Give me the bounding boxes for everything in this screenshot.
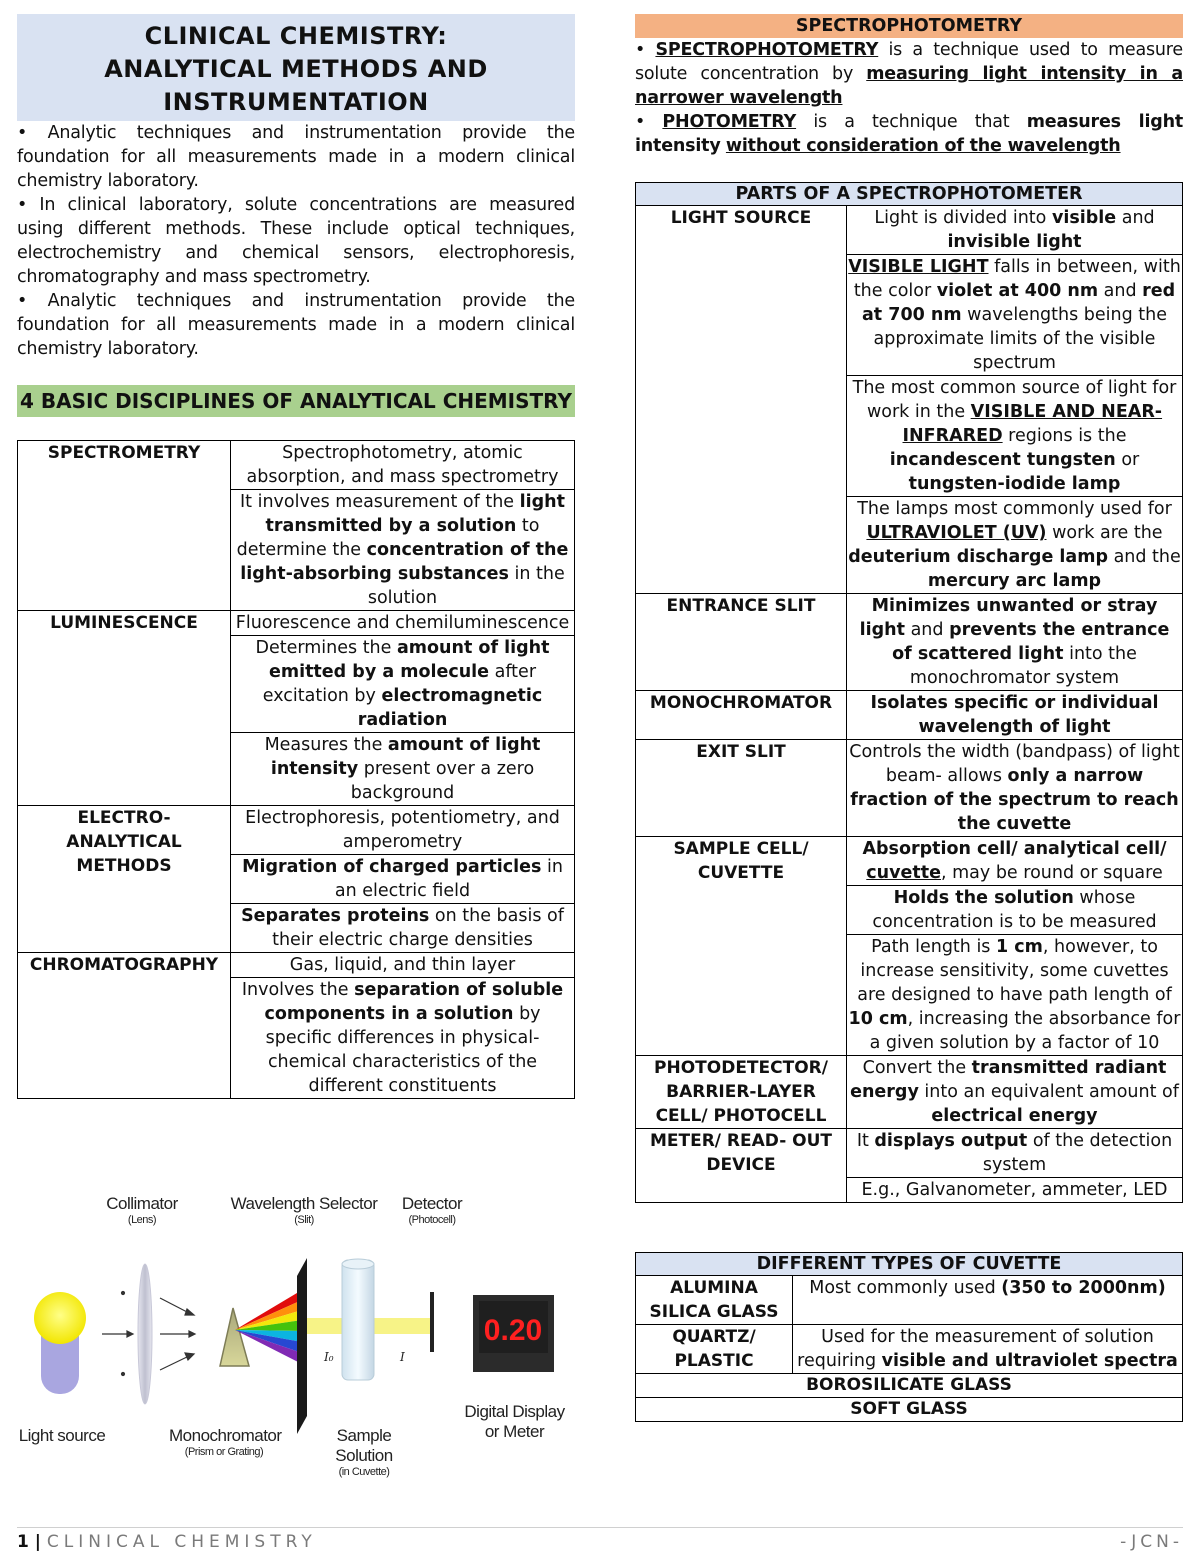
sample-cell-row-1: Absorption cell/ analytical cell/ cuvette, may be round or square <box>847 837 1183 886</box>
discipline-spectrometry: SPECTROMETRY <box>18 441 231 611</box>
wavelength-selector-label: Wavelength Selector (Slit) <box>230 1194 378 1226</box>
quartz-description: Used for the measurement of solution requiring visible and ultraviolet spectra <box>793 1325 1183 1374</box>
display-readout: 0.20 <box>483 1314 543 1347</box>
luminescence-description-2: Measures the amount of light intensity present over a zero background <box>231 733 575 806</box>
collimated-arrows <box>160 1298 195 1370</box>
spectrophotometer-diagram <box>17 1188 575 1498</box>
right-column <box>635 14 1183 1422</box>
wavelength-selector-slit <box>297 1258 307 1434</box>
chromatography-description: Involves the separation of soluble components in a solution by specific differences in physical-chemical characteristics of the different constituents <box>231 978 575 1099</box>
detector-plate <box>430 1292 434 1352</box>
disciplines-table <box>17 440 575 1099</box>
cuvette-table <box>635 1252 1183 1422</box>
discipline-chromatography: CHROMATOGRAPHY <box>18 953 231 1099</box>
parts-table <box>635 182 1183 1203</box>
part-sample-cell: SAMPLE CELL/ CUVETTE <box>636 837 847 1056</box>
light-source-row-1: Light is divided into visible and invisible light <box>847 206 1183 255</box>
collimator-lens <box>138 1264 152 1404</box>
footer-title: CLINICAL CHEMISTRY <box>46 1532 317 1552</box>
chromatography-examples: Gas, liquid, and thin layer <box>231 953 575 978</box>
alumina-description: Most commonly used (350 to 2000nm) <box>793 1276 1183 1325</box>
footer-separator: | <box>28 1532 47 1552</box>
part-light-source: LIGHT SOURCE <box>636 206 847 594</box>
part-meter: METER/ READ- OUT DEVICE <box>636 1129 847 1203</box>
spectrophotometry-heading: SPECTROPHOTOMETRY <box>635 14 1183 38</box>
title-line-2: ANALYTICAL METHODS AND <box>104 55 488 83</box>
cuvette-quartz: QUARTZ/ PLASTIC <box>636 1325 793 1374</box>
page-number: 1 <box>17 1532 29 1552</box>
luminescence-description-1: Determines the amount of light emitted by a molecule after excitation by electromagnetic radiation <box>231 636 575 733</box>
intro-paragraph-1: • Analytic techniques and instrumentation provide the foundation for all measurements made in a modern clinical chemistry laboratory. <box>17 123 575 191</box>
document-title <box>17 14 575 121</box>
sample-cuvette <box>342 1260 374 1380</box>
title-line-3: INSTRUMENTATION <box>163 88 429 116</box>
footer-author: -JCN- <box>1120 1532 1183 1552</box>
intro-paragraph-2: • In clinical laboratory, solute concentrations are measured using different methods. These include optical techniques, electrochemistry and chemical sensors, electrophoresis, chromatography and mass spectrometry. <box>17 195 575 287</box>
sample-cell-row-2: Holds the solution whose concentration is to be measured <box>847 886 1183 935</box>
discipline-electroanalytical: ELECTRO- ANALYTICAL METHODS <box>18 806 231 953</box>
cuvette-heading: DIFFERENT TYPES OF CUVETTE <box>636 1253 1183 1276</box>
light-source-bulb <box>34 1292 86 1344</box>
intro-paragraph-3: • Analytic techniques and instrumentation provide the foundation for all measurements made in a modern clinical chemistry laboratory. <box>17 291 575 359</box>
disciplines-heading: 4 BASIC DISCIPLINES OF ANALYTICAL CHEMISTRY <box>17 385 575 417</box>
display-label: Digital Display or Meter <box>464 1402 565 1441</box>
meter-row-2: E.g., Galvanometer, ammeter, LED <box>847 1178 1183 1203</box>
diagram-graphic <box>17 1188 575 1498</box>
left-column <box>17 14 575 1099</box>
light-source-label: Light source <box>18 1426 106 1445</box>
detector-label: Detector (Photocell) <box>401 1194 463 1226</box>
title-line-1: CLINICAL CHEMISTRY: <box>144 22 448 50</box>
cuvette-soft-glass: SOFT GLASS <box>636 1398 1183 1422</box>
discipline-luminescence: LUMINESCENCE <box>18 611 231 806</box>
incoming-arrows <box>102 1292 133 1376</box>
photometry-definition: • PHOTOMETRY is a technique that measures light intensity without consideration of the wavelength <box>635 112 1184 156</box>
part-exit-slit: EXIT SLIT <box>636 740 847 837</box>
electro-description-2: Separates proteins on the basis of their electric charge densities <box>231 904 575 953</box>
light-source-row-2: VISIBLE LIGHT falls in between, with the color violet at 400 nm and red at 700 nm wavelengths being the approximate limits of the visible spectrum <box>847 255 1183 376</box>
entrance-slit-description: Minimizes unwanted or stray light and prevents the entrance of scattered light into the monochromator system <box>847 594 1183 691</box>
cuvette-alumina: ALUMINA SILICA GLASS <box>636 1276 793 1325</box>
meter-row-1: It displays output of the detection system <box>847 1129 1183 1178</box>
electro-description-1: Migration of charged particles in an electric field <box>231 855 575 904</box>
sample-cell-row-3: Path length is 1 cm, however, to increase sensitivity, some cuvettes are designed to have path length of 10 cm, increasing the absorbance for a given solution by a factor of 10 <box>847 935 1183 1056</box>
page-footer <box>17 1527 1183 1552</box>
photodetector-description: Convert the transmitted radiant energy into an equivalent amount of electrical energy <box>847 1056 1183 1129</box>
part-entrance-slit: ENTRANCE SLIT <box>636 594 847 691</box>
exit-slit-description: Controls the width (bandpass) of light beam- allows only a narrow fraction of the spectrum to reach the cuvette <box>847 740 1183 837</box>
monochromator-label: Monochromator (Prism or Grating) <box>169 1426 282 1458</box>
i-label: I <box>400 1350 405 1364</box>
electro-examples: Electrophoresis, potentiometry, and amperometry <box>231 806 575 855</box>
spectrometry-examples: Spectrophotometry, atomic absorption, and mass spectrometry <box>231 441 575 490</box>
sample-label: Sample Solution (in Cuvette) <box>335 1426 393 1478</box>
spectrometry-description: It involves measurement of the light transmitted by a solution to determine the concentration of the light-absorbing substances in the solution <box>231 490 575 611</box>
cuvette-borosilicate: BOROSILICATE GLASS <box>636 1374 1183 1398</box>
luminescence-examples: Fluorescence and chemiluminescence <box>231 611 575 636</box>
light-source-row-3: The most common source of light for work in the VISIBLE AND NEAR-INFRARED regions is the incandescent tungsten or tungsten-iodide lamp <box>847 376 1183 497</box>
io-label: I₀ <box>324 1350 334 1364</box>
light-source-row-4: The lamps most commonly used for ULTRAVIOLET (UV) work are the deuterium discharge lamp and the mercury arc lamp <box>847 497 1183 594</box>
spectrophotometry-definition: • SPECTROPHOTOMETRY is a technique used to measure solute concentration by measuring light intensity in a narrower wavelength <box>635 40 1183 108</box>
monochromator-description: Isolates specific or individual wavelength of light <box>847 691 1183 740</box>
part-photodetector: PHOTODETECTOR/ BARRIER-LAYER CELL/ PHOTOCELL <box>636 1056 847 1129</box>
collimator-label: Collimator (Lens) <box>106 1194 178 1226</box>
part-monochromator: MONOCHROMATOR <box>636 691 847 740</box>
parts-heading: PARTS OF A SPECTROPHOTOMETER <box>636 183 1183 206</box>
monochromator-prism <box>220 1308 249 1366</box>
